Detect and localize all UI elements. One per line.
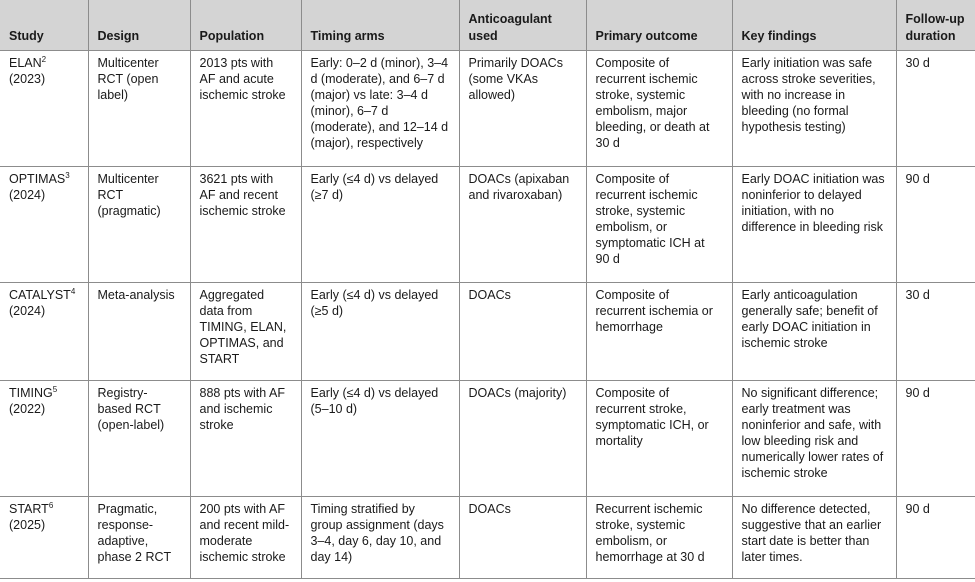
table-row [0,496,975,578]
population-cell: 200 pts with AF and recent mild-moderate ischemic stroke [190,496,301,578]
study-name: OPTIMAS [9,171,66,186]
design-cell: Pragmatic, response-adaptive, phase 2 RCT [88,496,190,578]
outcome-cell: Composite of recurrent ischemic stroke, systemic embolism, major bleeding, or death at 30 d [586,50,732,166]
study-cell [0,380,88,496]
design-cell: Multicenter RCT (open label) [88,50,190,166]
table-header [0,0,975,50]
header-row [0,0,975,50]
header-primary-outcome: Primary outcome [586,0,732,50]
timing-cell: Early: 0–2 d (minor), 3–4 d (moderate), and 6–7 d (major) vs late: 3–4 d (minor), 6–7 d (moderate), and 12–14 d (major), respectively [301,50,459,166]
design-cell: Multicenter RCT (pragmatic) [88,166,190,282]
study-year: (2023) [9,71,46,86]
population-cell: Aggregated data from TIMING, ELAN, OPTIMAS, and START [190,282,301,380]
outcome-cell: Recurrent ischemic stroke, systemic embolism, or hemorrhage at 30 d [586,496,732,578]
table-row [0,282,975,380]
header-timing-arms: Timing arms [301,0,459,50]
header-study: Study [0,0,88,50]
study-cell [0,166,88,282]
reference-number: 3 [65,170,70,180]
followup-cell: 90 d [896,496,975,578]
anticoagulant-cell: DOACs (majority) [459,380,586,496]
population-cell: 2013 pts with AF and acute ischemic stroke [190,50,301,166]
findings-cell: Early initiation was safe across stroke severities, with no increase in bleeding (no formal hypothesis testing) [732,50,896,166]
followup-cell: 30 d [896,282,975,380]
outcome-cell: Composite of recurrent ischemic stroke, systemic embolism, or symptomatic ICH at 90 d [586,166,732,282]
anticoagulant-cell: DOACs (apixaban and rivaroxaban) [459,166,586,282]
study-name: TIMING [9,385,53,400]
design-cell: Registry-based RCT (open-label) [88,380,190,496]
study-year: (2025) [9,517,46,532]
study-cell [0,282,88,380]
study-year: (2024) [9,187,46,202]
header-key-findings: Key findings [732,0,896,50]
table-row [0,50,975,166]
outcome-cell: Composite of recurrent ischemia or hemorrhage [586,282,732,380]
anticoagulant-cell: DOACs [459,496,586,578]
header-population: Population [190,0,301,50]
reference-number: 5 [52,384,58,394]
population-cell: 888 pts with AF and ischemic stroke [190,380,301,496]
anticoagulant-cell: DOACs [459,282,586,380]
study-year: (2024) [9,303,46,318]
study-name: START [9,501,49,516]
study-cell [0,50,88,166]
timing-cell: Early (≤4 d) vs delayed (≥5 d) [301,282,459,380]
anticoagulant-cell: Primarily DOACs (some VKAs allowed) [459,50,586,166]
header-follow-up: Follow-up duration [896,0,975,50]
reference-number: 4 [70,286,76,296]
followup-cell: 30 d [896,50,975,166]
table-row [0,380,975,496]
timing-cell: Early (≤4 d) vs delayed (5–10 d) [301,380,459,496]
reference-number: 2 [41,54,47,64]
study-cell [0,496,88,578]
followup-cell: 90 d [896,166,975,282]
timing-cell: Timing stratified by group assignment (days 3–4, day 6, day 10, and day 14) [301,496,459,578]
outcome-cell: Composite of recurrent stroke, symptomatic ICH, or mortality [586,380,732,496]
findings-cell: Early anticoagulation generally safe; benefit of early DOAC initiation in ischemic stroke [732,282,896,380]
timing-cell: Early (≤4 d) vs delayed (≥7 d) [301,166,459,282]
findings-cell: No significant difference; early treatment was noninferior and safe, with low bleeding risk and numerically lower rates of ischemic stroke [732,380,896,496]
study-year: (2022) [9,401,46,416]
design-cell: Meta-analysis [88,282,190,380]
table-row [0,166,975,282]
followup-cell: 90 d [896,380,975,496]
study-name: CATALYST [9,287,71,302]
table-body [0,50,975,578]
reference-number: 6 [48,500,54,510]
findings-cell: Early DOAC initiation was noninferior to delayed initiation, with no difference in bleeding risk [732,166,896,282]
header-anticoagulant: Anticoagulant used [459,0,586,50]
study-name: ELAN [9,55,42,70]
findings-cell: No difference detected, suggestive that an earlier start date is better than later times. [732,496,896,578]
header-design: Design [88,0,190,50]
population-cell: 3621 pts with AF and recent ischemic stroke [190,166,301,282]
